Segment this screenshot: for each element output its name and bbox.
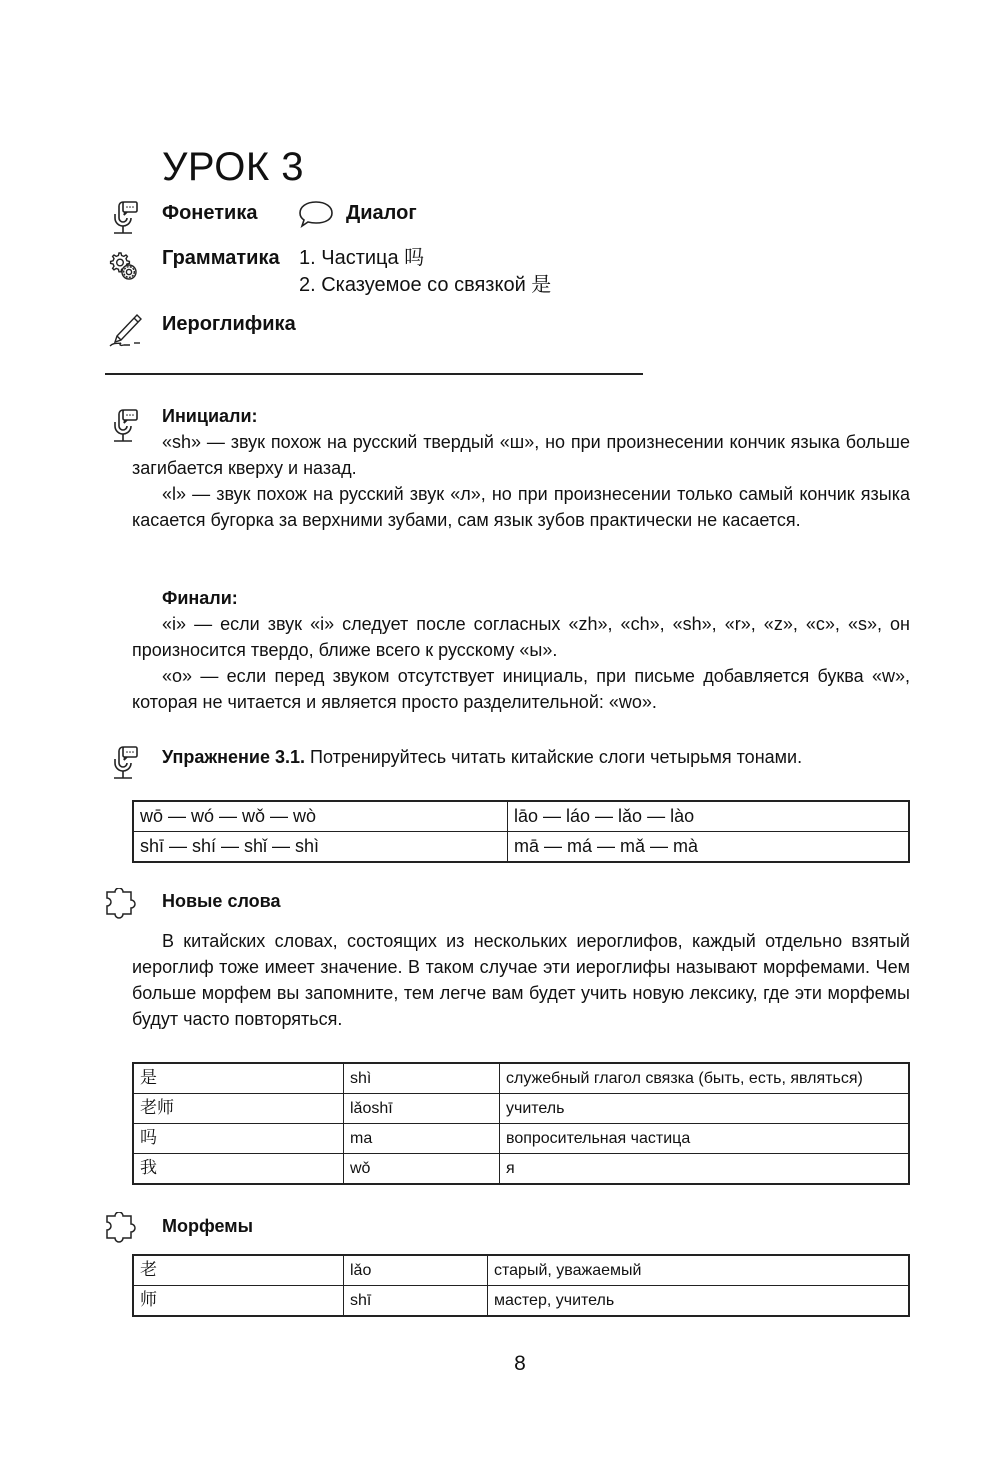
initials-heading: Инициали: (162, 406, 258, 426)
morphemes-heading: Морфемы (162, 1216, 253, 1236)
translation-cell: вопросительная частица (500, 1124, 910, 1154)
section-divider (105, 373, 643, 375)
hanzi-cell: 老 (133, 1255, 344, 1286)
pinyin-cell: lǎo (344, 1255, 488, 1286)
pinyin-cell: ma (344, 1124, 500, 1154)
hanzi-cell: 老师 (133, 1094, 344, 1124)
pinyin-cell: shì (344, 1063, 500, 1094)
table-cell: lāo — láo — lǎo — lào (508, 801, 910, 832)
translation-cell: я (500, 1154, 910, 1185)
finals-heading: Финали: (162, 588, 238, 608)
pinyin-cell: wǒ (344, 1154, 500, 1185)
dialog-label: Диалог (346, 202, 417, 224)
grammar-item-copula-shi: 2. Сказуемое со связкой 是 (299, 274, 552, 296)
hanzi-cell: 吗 (133, 1124, 344, 1154)
table-row (133, 1255, 909, 1286)
table-row (133, 1124, 909, 1154)
lesson-title: УРОК 3 (162, 145, 304, 189)
initials-sh-paragraph: «sh» — звук похож на русский твердый «ш», но при произнесении кончик языка больше загибается кверху и назад. (132, 432, 910, 478)
initials-l-paragraph: «l» — звук похож на русский звук «л», но при произнесении только самый кончик языка касается бугорка за верхними зубами, сам язык зубов практически не касается. (132, 484, 910, 530)
finals-o-paragraph: «o» — если перед звуком отсутствует инициаль, при письме добавляется буква «w», которая не читается и является просто разделительной: «wo». (132, 666, 910, 712)
hanzi-cell: 是 (133, 1063, 344, 1094)
finals-i-paragraph: «i» — если звук «i» следует после согласных «zh», «ch», «sh», «r», «z», «c», «s», он произносится твердо, ближе всего к русскому «ы». (132, 614, 910, 660)
table-row (133, 832, 909, 863)
page-number: 8 (514, 1352, 526, 1375)
phonetics-label: Фонетика (162, 202, 258, 224)
table-row (133, 1094, 909, 1124)
grammar-label: Грамматика (162, 247, 280, 269)
hanzi-cell: 我 (133, 1154, 344, 1185)
tones-table (132, 800, 910, 863)
new-words-table (132, 1062, 910, 1185)
translation-cell: старый, уважаемый (488, 1255, 910, 1286)
new-words-paragraph: В китайских словах, состоящих из нескольких иероглифов, каждый отдельно взятый иероглиф тоже имеет значение. В таком случае эти иероглифы называют морфемами. Чем больше морфем вы запомните, тем легче вам будет учить новую лексику, где эти морфемы будут часто повторяться. (132, 931, 910, 1029)
table-row (133, 1063, 909, 1094)
table-row (133, 801, 909, 832)
gears-icon (107, 250, 139, 282)
translation-cell: служебный глагол связка (быть, есть, являться) (500, 1063, 910, 1094)
puzzle-piece-icon (104, 1212, 138, 1248)
hanzi-cell: 师 (133, 1286, 344, 1317)
table-cell: mā — má — mǎ — mà (508, 832, 910, 863)
table-cell: wō — wó — wǒ — wò (133, 801, 508, 832)
morphemes-table (132, 1254, 910, 1317)
speech-bubble-icon (297, 200, 335, 230)
exercise-instruction (162, 744, 802, 770)
grammar-item-particle-ma: 1. Частица 吗 (299, 247, 425, 269)
hieroglyphics-label: Иероглифика (162, 313, 296, 335)
pinyin-cell: lǎoshī (344, 1094, 500, 1124)
microphone-chat-icon (110, 745, 140, 783)
exercise-text: Потренируйтесь читать китайские слоги четырьмя тонами. (305, 747, 803, 767)
new-words-heading: Новые слова (162, 891, 281, 911)
table-row (133, 1154, 909, 1185)
pen-writing-icon (108, 313, 144, 349)
translation-cell: учитель (500, 1094, 910, 1124)
microphone-chat-icon (110, 200, 140, 238)
pinyin-cell: shī (344, 1286, 488, 1317)
puzzle-piece-icon (104, 888, 138, 924)
table-cell: shī — shí — shǐ — shì (133, 832, 508, 863)
translation-cell: мастер, учитель (488, 1286, 910, 1317)
exercise-label: Упражнение 3.1. (162, 747, 306, 767)
table-row (133, 1286, 909, 1317)
